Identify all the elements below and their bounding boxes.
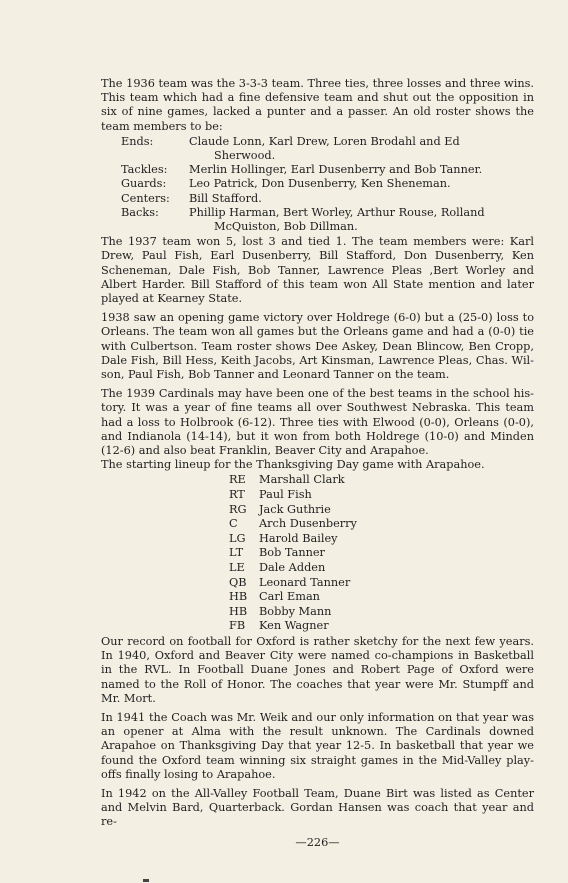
roster-names: Leo Patrick, Don Dusenberry, Ken Sheneman.: [189, 177, 451, 191]
page-number: —226—: [295, 835, 340, 849]
roster-row-ends: [121, 135, 534, 163]
lineup-player: Harold Bailey: [259, 531, 338, 545]
paragraph-1938: 1938 saw an opening game victory over Holdrege (6-0) but a (25-0) loss to Orleans. The team won all games but the Orleans game and had a (0-0) tie with Culbertson. Team roster shows Dee Askey, Dean Blincow, Ben Cropp, Dale Fish, Bill Hess, Keith Jacobs, Art Kinsman, Lawrence Pleas, Chas. Wilson, Paul Fish, Bob Tanner and Leonard Tanner on the team.: [101, 311, 534, 382]
lineup-row: [229, 546, 534, 561]
roster-names: Claude Lonn, Karl Drew, Loren Brodahl and Ed: [189, 134, 460, 148]
lineup-position: RG: [229, 502, 247, 516]
lineup-player: Paul Fish: [259, 488, 312, 502]
lineup-position: QB: [229, 575, 247, 589]
lineup-row: [229, 517, 534, 532]
lineup-player: Leonard Tanner: [259, 575, 351, 589]
lineup-row: [229, 473, 534, 488]
lineup-position: LT: [229, 546, 244, 560]
lineup-player: Dale Adden: [259, 561, 326, 575]
roster-role: Backs:: [121, 205, 159, 219]
lineup-position: FB: [229, 619, 246, 633]
lineup-row: [229, 576, 534, 591]
lineup-row: [229, 605, 534, 620]
lineup-player: Ken Wagner: [259, 619, 329, 633]
roster-row-tackles: [121, 163, 534, 177]
lineup-player: Bobby Mann: [259, 604, 332, 618]
lineup-position: HB: [229, 590, 248, 604]
lineup-player: Carl Eman: [259, 590, 320, 604]
paragraph-1939: The 1939 Cardinals may have been one of the best teams in the school history. It was a year of fine teams all over Southwest Nebraska. This team had a loss to Holbrook (6-12). Three ties with Elwood (0-0), Orleans (0-0), and Indianola (14-14), but it won from both Holdrege (10-0) and Minden (12-6) and also beat Franklin, Beaver City and Arapahoe.: [101, 387, 534, 458]
roster-names: Bill Stafford.: [189, 191, 262, 205]
roster-names: Merlin Hollinger, Earl Dusenberry and Bob Tanner.: [189, 163, 483, 177]
lineup-player: Marshall Clark: [259, 473, 345, 487]
paragraph-1937: The 1937 team won 5, lost 3 and tied 1. The team members were: Karl Drew, Paul Fish, Earl Dusenberry, Bill Stafford, Don Dusenberry, Ken Scheneman, Dale Fish, Bob Tanner, Lawrence Pleas ,Bert Worley and Albert Harder. Bill Stafford of this team won All State mention and later played at Kearney State.: [101, 235, 534, 306]
roster-row-centers: [121, 192, 534, 206]
lineup-player: Arch Dusenberry: [259, 517, 357, 531]
lineup-position: LE: [229, 561, 245, 575]
lineup-row: [229, 561, 534, 576]
roster-role: Tackles:: [121, 163, 168, 177]
paragraph-1936: The 1936 team was the 3-3-3 team. Three ties, three losses and three wins. This team which had a fine defensive team and shut out the opposition in six of nine games, lacked a punter and a passer. An old roster shows the team members to be:: [101, 77, 534, 133]
lineup-player: Bob Tanner: [259, 546, 325, 560]
lineup-row: [229, 619, 534, 634]
roster-1936: [121, 135, 534, 234]
lineup-position: RE: [229, 473, 246, 487]
roster-row-guards: [121, 177, 534, 191]
lineup-row: [229, 590, 534, 605]
scan-mark: [143, 879, 149, 882]
lineup-position: HB: [229, 604, 248, 618]
lineup-row: [229, 532, 534, 547]
lineup-row: [229, 503, 534, 518]
paragraph-1941: In 1941 the Coach was Mr. Weik and our only information on that year was an opener at Alma with the result unknown. The Cardinals downed Arapahoe on Thanksgiving Day that year 12-5. In basketball that year we found the Oxford team winning six straight games in the Mid-Valley playoffs finally losing to Arapahoe.: [101, 711, 534, 781]
lineup-position: C: [229, 517, 238, 531]
paragraph-1942: In 1942 on the All-Valley Football Team, Duane Birt was listed as Center and Melvin Bard, Quarterback. Gordan Hansen was coach that year and re-: [101, 787, 534, 829]
roster-names-cont: McQuiston, Bob Dillman.: [214, 220, 358, 234]
roster-role: Centers:: [121, 191, 170, 205]
roster-role: Ends:: [121, 134, 154, 148]
thanksgiving-lineup: [229, 473, 534, 634]
roster-role: Guards:: [121, 177, 167, 191]
roster-names: Phillip Harman, Bert Worley, Arthur Rouse, Rolland: [189, 205, 485, 219]
roster-names-cont: Sherwood.: [214, 149, 276, 163]
lineup-position: LG: [229, 531, 246, 545]
lineup-position: RT: [229, 488, 245, 502]
lineup-player: Jack Guthrie: [259, 502, 331, 516]
lineup-intro: The starting lineup for the Thanksgiving Day game with Arapahoe.: [101, 458, 485, 472]
roster-row-backs: [121, 206, 534, 234]
lineup-row: [229, 488, 534, 503]
body-text: [101, 77, 534, 830]
paragraph-1940: Our record on football for Oxford is rather sketchy for the next few years. In 1940, Oxford and Beaver City were named co-champions in Basketball in the RVL. In Football Duane Jones and Robert Page of Oxford were named to the Roll of Honor. The coaches that year were Mr. Stumpff and Mr. Mort.: [101, 635, 534, 705]
